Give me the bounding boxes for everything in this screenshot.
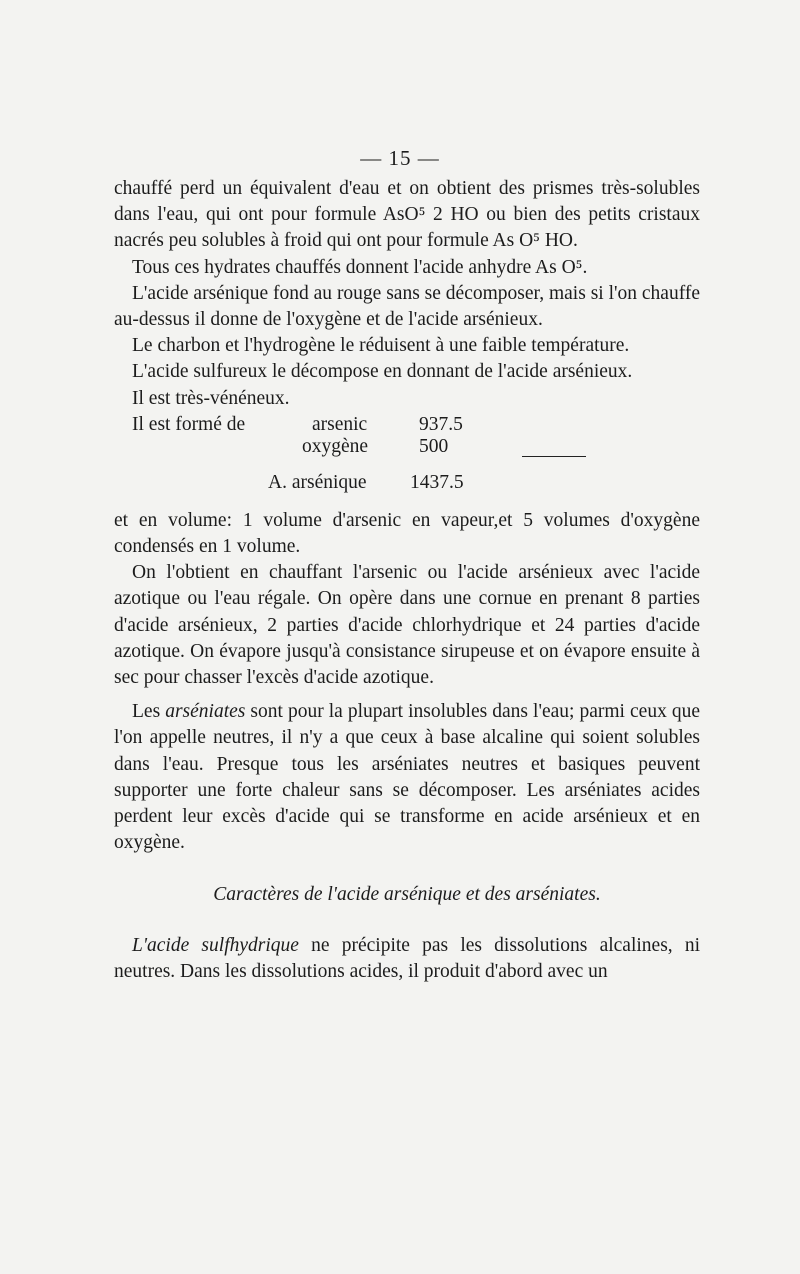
paragraph-9 [114,699,700,856]
paragraph-10-rest: ne précipite pas les dissolutions alcalines, ni neutres. Dans les dissolutions acides, il produit d'abord avec un [114,934,701,982]
term-arseniates: arséniates [165,701,246,723]
composition-table [114,412,700,506]
paragraph-10 [114,933,700,985]
section-heading [114,882,700,908]
paragraph-7: et en volume: 1 volume d'arsenic en vapeur,et 5 volumes d'oxygène condensés en 1 volume. [114,509,700,558]
page-number: — 15 — [360,146,440,170]
paragraph-6: Il est très-vénéneux. [132,387,290,409]
composition-name-oxygen: oxygène [302,435,369,457]
composition-total-name: A. arsénique [268,471,367,493]
paragraph-5: L'acide sulfureux le décompose en donnant de l'acide arsénieux. [132,361,633,383]
composition-name-arsenic: arsenic [312,413,368,435]
paragraph-1: chauffé perd un équivalent d'eau et on obtient des prismes très-solubles dans l'eau, qui ont pour formule AsO⁵ 2 HO ou bien des petits cristaux nacrés peu solubles à froid qui ont pour formule As O⁵ HO. [114,178,700,252]
composition-value-arsenic: 937.5 [419,413,463,435]
section-heading-text: Caractères de l'acide arsénique et des arséniates. [213,884,601,906]
page-body [114,176,700,985]
composition-total-value: 1437.5 [410,471,464,493]
composition-intro: Il est formé de [132,413,246,435]
composition-value-oxygen: 500 [419,435,449,457]
paragraph-8: On l'obtient en chauffant l'arsenic ou l'acide arsénieux avec l'acide azotique ou l'eau régale. On opère dans une cornue en prenant 8 parties d'acide arsénieux, 2 parties d'acide chlorhydrique et 24 parties d'acide azotique. On évapore jusqu'à consistance sirupeuse et on évapore ensuite à sec pour chasser l'excès d'acide azotique. [114,562,700,689]
term-acide-sulfhydrique: L'acide sulfhydrique [132,934,299,956]
sum-rule [522,456,586,457]
paragraph-2: Tous ces hydrates chauffés donnent l'acide anhydre As O⁵. [132,256,588,278]
paragraph-9-rest: sont pour la plupart insolubles dans l'eau; parmi ceux que l'on appelle neutres, il n'y a que ceux à base alcaline qui soient solubles dans l'eau. Presque tous les arséniates neutres et basiques peuvent supporter une forte chaleur sans se décomposer. Les arséniates acides perdent leur excès d'acide qui se transforme en acide arsénieux et en oxygène. [114,701,701,854]
paragraph-3: L'acide arsénique fond au rouge sans se décomposer, mais si l'on chauffe au-dessus il donne de l'oxygène et de l'acide arsénieux. [114,282,700,331]
paragraph-4: Le charbon et l'hydrogène le réduisent à une faible température. [132,335,630,357]
paragraph-9-lead: Les [132,701,161,723]
